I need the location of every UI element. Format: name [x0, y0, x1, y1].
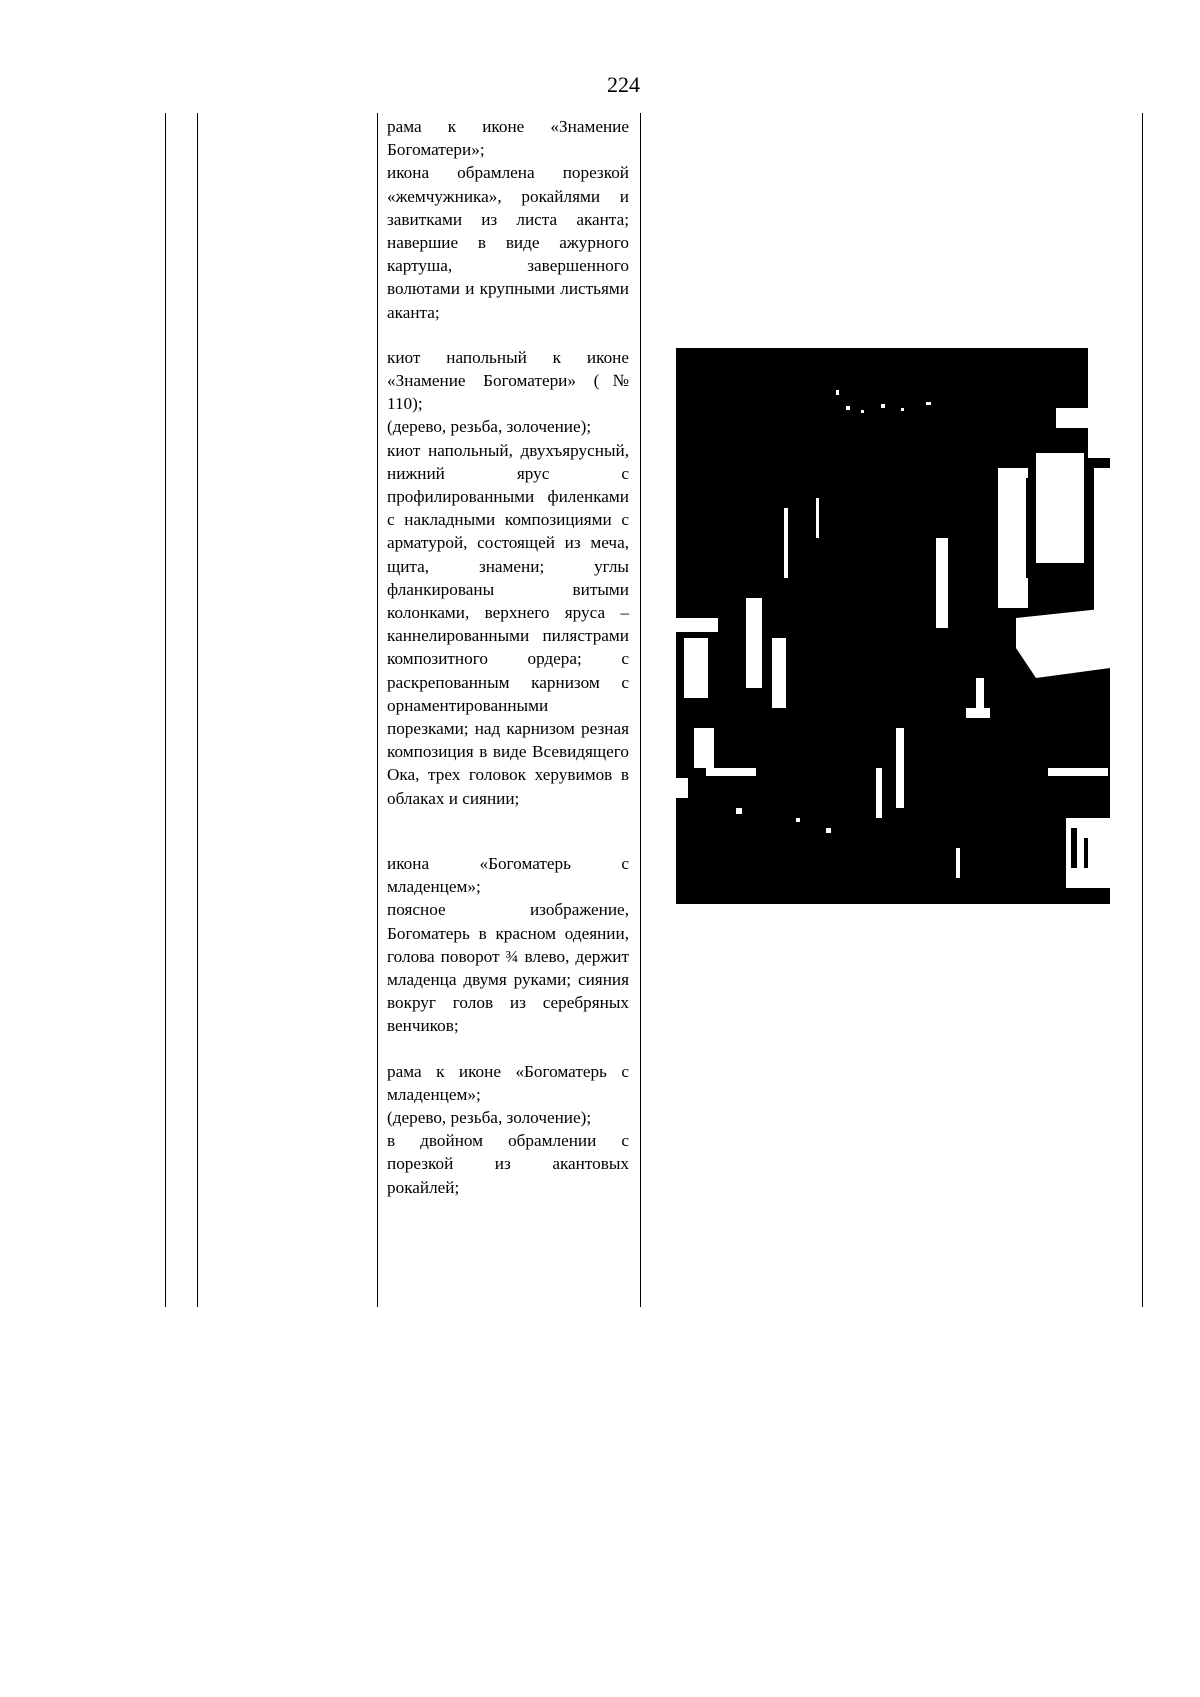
entry-description: поясное изображение, Богоматерь в красном одеянии, голова поворот ¾ влево, держит младенца двумя руками; сияния вокруг голов из серебряных венчиков;	[387, 900, 629, 1036]
entry-materials: (дерево, резьба, золочение);	[387, 1107, 592, 1127]
entry-title: рама к иконе «Богоматерь с младенцем»;	[387, 1061, 629, 1104]
page-number: 224	[607, 72, 640, 97]
description-column	[387, 113, 629, 1199]
entry-description: икона обрамлена порезкой «жемчужника», рокайлями и завитками из листа аканта; навершие в виде ажурного картуша, завершенного волютами и крупными листьями аканта;	[387, 163, 629, 322]
table-border-right	[1142, 113, 1143, 1307]
table-column-divider-3	[640, 113, 641, 1307]
table-column-divider-1	[197, 113, 198, 1307]
kiot-photograph-image	[676, 348, 1110, 904]
kiot-photograph	[676, 348, 1110, 904]
entry-icon-bogomater	[387, 852, 629, 1038]
entry-frame-bogomater	[387, 1060, 629, 1199]
entry-materials: (дерево, резьба, золочение);	[387, 417, 592, 437]
table-column-divider-2	[377, 113, 378, 1307]
entry-title: киот напольный к иконе «Знамение Богоматери» (№ 110);	[387, 347, 629, 414]
entry-description: в двойном обрамлении с порезкой из акантовых рокайлей;	[387, 1131, 629, 1197]
entry-description: киот напольный, двухъярусный, нижний ярус с профилированными филенками с накладными композициями с арматурой, состоящей из меча, щита, знамени; углы фланкированы витыми колонками, верхнего яруса – каннелированными пилястрами композитного ордера; с раскрепованным карнизом с орнаментированными порезками; над карнизом резная композиция в виде Всевидящего Ока, трех головок херувимов в облаках и сиянии;	[387, 440, 629, 808]
entry-frame-znamenie	[387, 113, 629, 324]
entry-title: рама к иконе «Знамение Богоматери»;	[387, 117, 629, 160]
entry-title: икона «Богоматерь с младенцем»;	[387, 853, 629, 897]
table-border-left	[165, 113, 166, 1307]
entry-kiot-znamenie	[387, 346, 629, 810]
